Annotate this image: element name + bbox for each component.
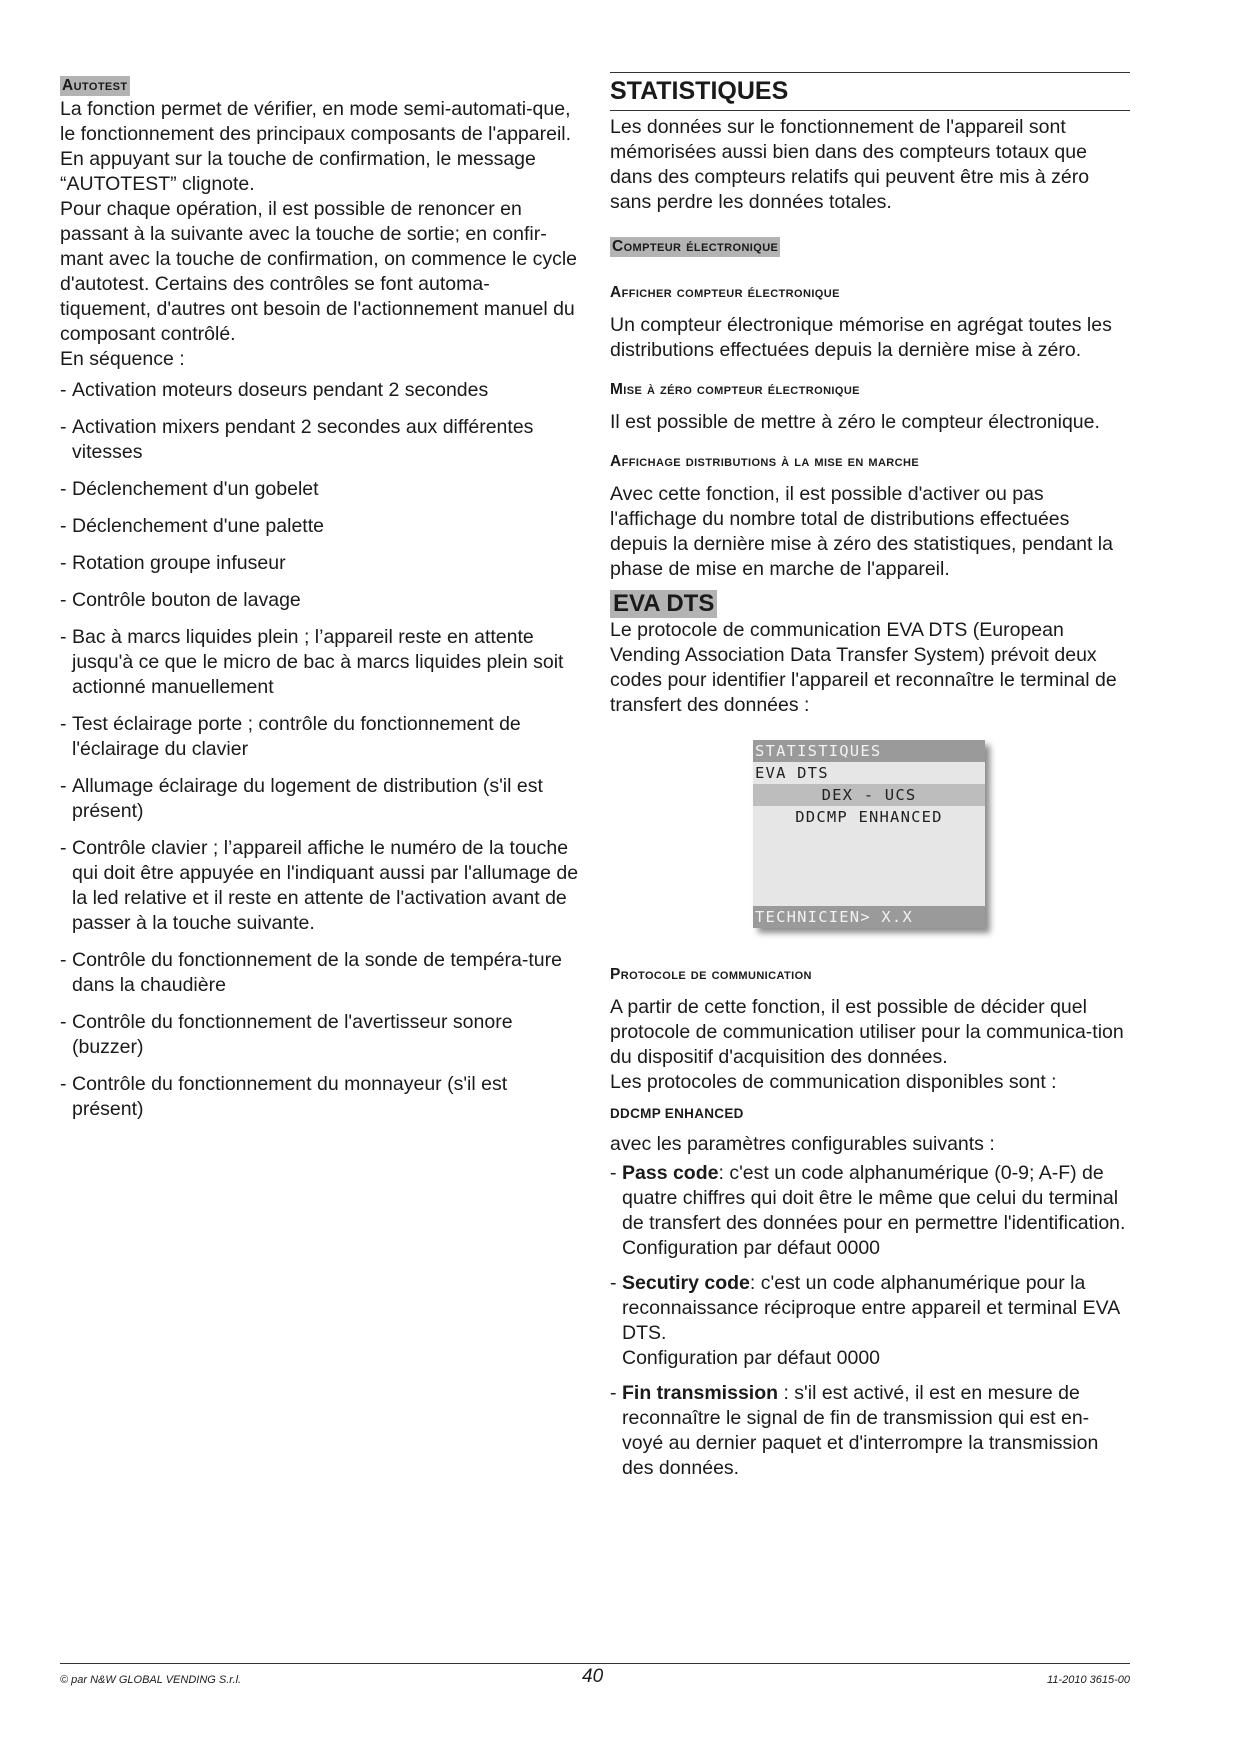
footer-reference: 11-2010 3615-00 [1047,1674,1130,1686]
autotest-item: - Contrôle du fonctionnement du monnayeur (s'il est présent) [60,1072,580,1122]
left-column [60,72,580,1134]
autotest-item: - Contrôle du fonctionnement de l'avertisseur sonore (buzzer) [60,1010,580,1060]
param-item [610,1161,1130,1261]
page-footer [60,1663,1130,1687]
affichage-text: Avec cette fonction, il est possible d'activer ou pas l'affichage du nombre total de distributions effectuées depuis la dernière mise à zéro des statistiques, pendant la phase de mise en marche de l'appareil. [610,483,1113,580]
statistiques-text: Les données sur le fonctionnement de l'appareil sont mémorisées aussi bien dans des compteurs totaux que dans des compteurs relatifs qui peuvent être mis à zéro sans perdre les données totales. [610,116,1090,213]
autotest-intro-2: Pour chaque opération, il est possible de renoncer en passant à la suivante avec la touche de sortie; en confir-mant avec la touche de confirmation, on commence le cycle d'autotest. Certains des contrôles se font automa-tiquement, d'autres ont besoin de l'actionnement manuel du composant contrôlé. [60,198,578,345]
compteur-heading: Compteur électronique [612,238,779,255]
affichage-heading: Affichage distributions à la mise en marche [610,453,920,470]
param-name: Pass code [622,1162,719,1184]
lcd-option: DDCMP ENHANCED [795,808,943,826]
protocole-text: A partir de cette fonction, il est possible de décider quel protocole de communication utiliser pour la communica-tion du dispositif d'acquisition des données. [610,996,1124,1068]
eva-dts-text: Le protocole de communication EVA DTS (European Vending Association Data Transfer System) prévoit deux codes pour identifier l'appareil et reconnaître le terminal de transfert des données : [610,619,1117,716]
lcd-title-bar: STATISTIQUES [753,740,985,762]
autotest-heading: Autotest [62,77,128,94]
protocole-text-2: Les protocoles de communication disponibles sont : [610,1071,1057,1093]
lcd-selected-option: DEX - UCS [753,784,985,806]
param-default: Configuration par défaut 0000 [622,1347,881,1369]
param-description: : c'est un code alphanumérique pour la reconnaissance réciproque entre appareil et terminal EVA DTS. [622,1272,1120,1344]
autotest-item: - Contrôle du fonctionnement de la sonde de tempéra-ture dans la chaudière [60,948,580,998]
lcd-footer-bar: TECHNICIEN> X.X [753,906,985,928]
param-default: Configuration par défaut 0000 [622,1237,881,1259]
page-number: 40 [582,1666,604,1687]
lcd-line-eva: EVA DTS [755,764,829,782]
autotest-item: - Test éclairage porte ; contrôle du fonctionnement de l'éclairage du clavier [60,712,580,762]
autotest-item: - Rotation groupe infuseur [60,551,580,576]
eva-dts-title: EVA DTS [610,590,717,618]
sequence-label: En séquence : [60,348,185,370]
param-description: : s'il est activé, il est en mesure de reconnaître le signal de fin de transmission qui est en-voyé au dernier paquet et d'interrompre la transmission des données. [622,1382,1099,1479]
autotest-item: - Bac à marcs liquides plein ; l’appareil reste en attente jusqu'à ce que le micro de bac à marcs liquides plein soit actionné manuellement [60,625,580,700]
lcd-display [753,740,985,928]
statistiques-title: STATISTIQUES [610,73,1130,111]
autotest-item: - Déclenchement d'une palette [60,514,580,539]
param-item [610,1381,1130,1481]
mise-text: Il est possible de mettre à zéro le compteur électronique. [610,411,1100,433]
autotest-item: - Contrôle bouton de lavage [60,588,580,613]
afficher-heading: Afficher compteur électronique [610,284,840,301]
autotest-intro: La fonction permet de vérifier, en mode semi-automati-que, le fonctionnement des principaux composants de l'appareil. En appuyant sur la touche de confirmation, le message “AUTOTEST” clignote. [60,98,572,195]
protocole-heading: Protocole de communication [610,966,812,983]
param-name: Fin transmission [622,1382,779,1404]
mise-heading: Mise à zéro compteur électronique [610,381,860,398]
param-description: : c'est un code alphanumérique (0-9; A-F) de quatre chiffres qui doit être le même que celui du terminal de transfert des données pour en permettre l'identification. [622,1162,1126,1234]
param-name: Secutiry code [622,1272,750,1294]
autotest-item: - Activation mixers pendant 2 secondes aux différentes vitesses [60,415,580,465]
autotest-item: - Activation moteurs doseurs pendant 2 secondes [60,378,580,403]
param-item [610,1271,1130,1371]
footer-copyright: © par N&W GLOBAL VENDING S.r.l. [60,1674,242,1686]
autotest-item: - Allumage éclairage du logement de distribution (s'il est présent) [60,774,580,824]
autotest-item: - Déclenchement d'un gobelet [60,477,580,502]
right-column [610,72,1130,1491]
params-intro: avec les paramètres configurables suivants : [610,1133,995,1155]
param-list [610,1161,1130,1481]
autotest-list [60,378,580,1122]
autotest-item: - Contrôle clavier ; l’appareil affiche le numéro de la touche qui doit être appuyée en l'indiquant aussi par l'allumage de la led relative et il reste en attente de l'activation avant de passer à la touche suivante. [60,836,580,936]
afficher-text: Un compteur électronique mémorise en agrégat toutes les distributions effectuées depuis la dernière mise à zéro. [610,314,1112,361]
ddcmp-label: DDCMP ENHANCED [610,1106,744,1121]
